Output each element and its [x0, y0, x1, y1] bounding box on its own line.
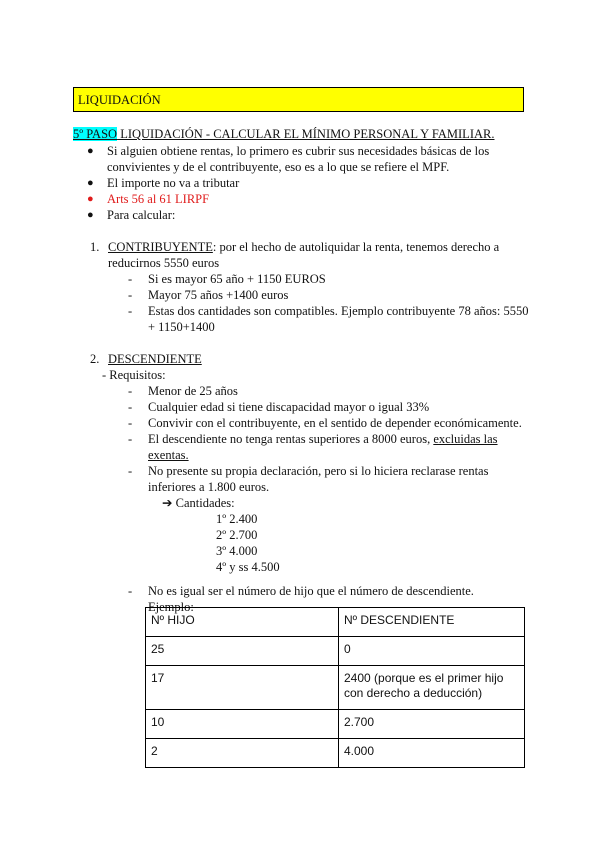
section-text: : por el hecho de autoliquidar la renta, tenemos derecho a reducirnos 5550 euros	[108, 240, 500, 270]
amount-item: 2º 2.700	[216, 528, 258, 542]
section-number: 2.	[90, 352, 100, 366]
amount-item: 1º 2.400	[216, 512, 258, 526]
table-row	[146, 739, 525, 768]
list-item: - Mayor 75 años +1400 euros	[128, 288, 289, 302]
table-row	[146, 710, 525, 739]
intro-bullet-list	[80, 143, 520, 223]
section-contribuyente	[90, 239, 530, 335]
amount-item: 3º 4.000	[216, 544, 258, 558]
list-item: - Convivir con el contribuyente, en el sentido de depender económicamente.	[128, 416, 522, 430]
list-item: ● Si alguien obtiene rentas, lo primero es cubrir sus necesidades básicas de los convivientes y de el contribuyente, eso es a lo que se refiere el MPF.	[87, 144, 490, 174]
list-item: - Estas dos cantidades son compatibles. Ejemplo contribuyente 78 años: 5550 + 1150+1400	[128, 304, 529, 334]
example-table	[145, 607, 525, 768]
contribuyente-list	[128, 271, 530, 335]
table-header: Nº DESCENDIENTE	[339, 608, 525, 637]
table-row	[146, 666, 525, 710]
list-item: ● El importe no va a tributar	[87, 176, 240, 190]
amount-item: 4º y ss 4.500	[216, 560, 280, 574]
cantidades-line	[162, 495, 530, 511]
bullet-icon: ●	[87, 177, 94, 189]
arrow-icon: ➔	[162, 496, 173, 510]
list-item: - Cualquier edad si tiene discapacidad mayor o igual 33%	[128, 400, 430, 414]
bullet-icon: ●	[87, 209, 94, 221]
table-row	[146, 637, 525, 666]
list-item: - No presente su propia declaración, pero si lo hiciera reclarase rentas inferiores a 1.800 euros.	[128, 464, 489, 494]
table-cell: 17	[146, 666, 339, 710]
table-header-row	[146, 608, 525, 637]
step-label-highlight: 5º PASO	[73, 127, 118, 141]
table-cell: 2	[146, 739, 339, 768]
bullet-icon: ●	[87, 193, 94, 205]
list-item-red: ● Arts 56 al 61 LIRPF	[87, 192, 210, 206]
list-item: - Si es mayor 65 año + 1150 EUROS	[128, 272, 326, 286]
table-cell: 25	[146, 637, 339, 666]
section-descendiente	[90, 351, 530, 615]
list-item: - Menor de 25 años	[128, 384, 238, 398]
step-heading	[73, 127, 494, 142]
table-cell: 2400 (porque es el primer hijo con derecho a deducción)	[339, 666, 525, 710]
table-header: Nº HIJO	[146, 608, 339, 637]
table-cell: 0	[339, 637, 525, 666]
list-item: ● Para calcular:	[87, 208, 176, 222]
cantidades-label: Cantidades:	[175, 496, 235, 510]
section-heading: DESCENDIENTE	[108, 352, 202, 366]
table-cell: 2.700	[339, 710, 525, 739]
section-number: 1.	[90, 240, 100, 254]
bullet-icon: ●	[87, 145, 94, 157]
step-title: LIQUIDACIÓN - CALCULAR EL MÍNIMO PERSONAL Y FAMILIAR.	[117, 127, 495, 141]
section-title: LIQUIDACIÓN	[78, 93, 161, 107]
section-heading: CONTRIBUYENTE	[108, 240, 213, 254]
section-title-box	[73, 87, 524, 112]
table-cell: 10	[146, 710, 339, 739]
requisitos-label: - Requisitos:	[102, 368, 166, 382]
amounts-list	[216, 511, 530, 575]
list-item: - No es igual ser el número de hijo que el número de descendiente. Ejemplo:	[128, 584, 474, 614]
table-cell: 4.000	[339, 739, 525, 768]
list-item: - El descendiente no tenga rentas superiores a 8000 euros, excluidas las exentas.	[128, 432, 498, 462]
requisitos-list	[128, 383, 530, 495]
